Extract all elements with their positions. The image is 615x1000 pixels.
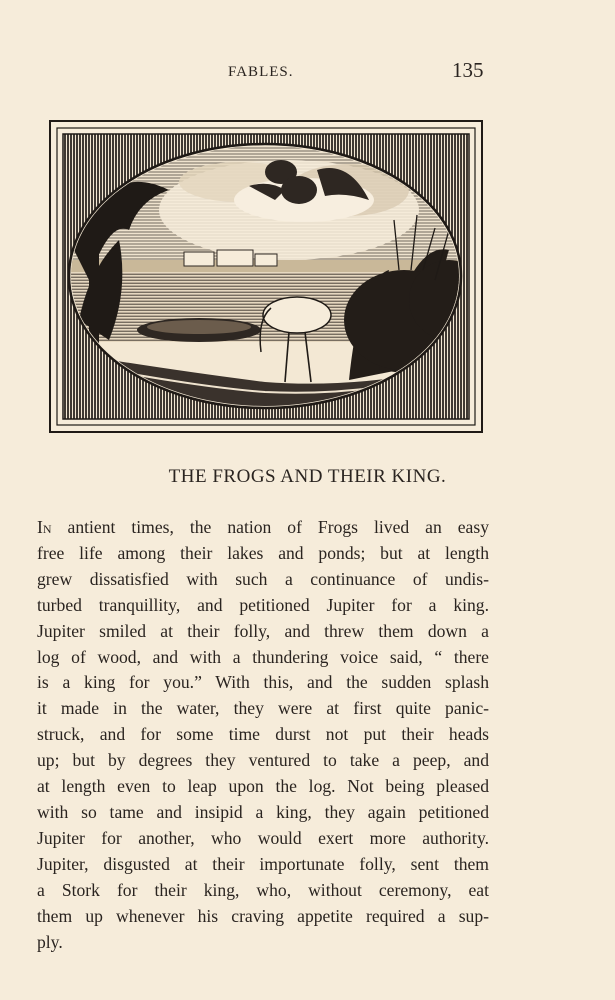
drop-word: In <box>37 517 52 537</box>
text-line: free life among their lakes and ponds; but at length <box>37 542 489 563</box>
page-number: 135 <box>452 58 484 82</box>
text-line: In antient times, the nation of Frogs lived an easy <box>37 517 489 537</box>
engraving-illustration <box>49 120 483 433</box>
text-line: ply. <box>37 931 63 952</box>
text-line: Jupiter for another, who would exert more authority. <box>37 827 489 848</box>
text-line: turbed tranquillity, and petitioned Jupiter for a king. <box>37 594 489 615</box>
text-line: at length even to leap upon the log. Not being pleased <box>37 776 489 797</box>
fable-title: THE FROGS AND THEIR KING. <box>168 466 447 487</box>
text-line: is a king for you.” With this, and the sudden splash <box>37 672 489 693</box>
text-line: Jupiter, disgusted at their importunate folly, sent them <box>37 853 489 874</box>
text-line: struck, and for some time durst not put their heads <box>37 724 489 745</box>
running-title: FABLES. <box>228 64 294 80</box>
text-line: with so tame and insipid a king, they again petitioned <box>37 801 489 822</box>
text-line: it made in the water, they were at first quite panic- <box>37 698 489 719</box>
fable-body <box>37 515 489 955</box>
running-head <box>0 58 615 88</box>
text-line: grew dissatisfied with such a continuance of undis- <box>37 568 489 589</box>
text-line: log of wood, and with a thundering voice said, “ there <box>37 646 489 667</box>
text-line: up; but by degrees they ventured to take a peep, and <box>37 750 489 771</box>
text-line: a Stork for their king, who, without ceremony, eat <box>37 879 489 900</box>
text-line: Jupiter smiled at their folly, and threw them down a <box>37 620 489 641</box>
text-line: them up whenever his craving appetite required a sup- <box>37 905 489 926</box>
